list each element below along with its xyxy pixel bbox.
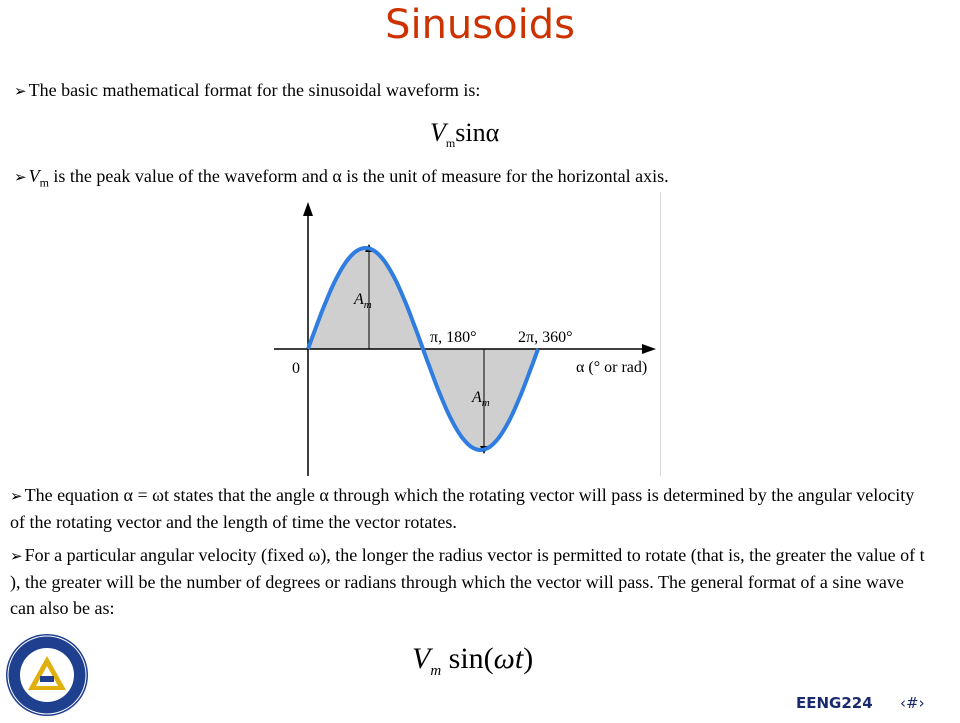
definition-v-sub: m bbox=[39, 175, 49, 190]
pi-label: π, 180° bbox=[430, 329, 477, 346]
bullet-icon: ➢ bbox=[14, 82, 27, 100]
formula-v-sub: m bbox=[445, 136, 456, 151]
horizontal-axis-arrow-icon bbox=[642, 344, 656, 354]
intro-text-row bbox=[14, 78, 480, 103]
bullet-icon: ➢ bbox=[10, 487, 23, 505]
formula-v: V bbox=[430, 118, 446, 147]
two-pi-label: 2π, 360° bbox=[518, 329, 573, 346]
formula-sin: sinα bbox=[455, 118, 500, 147]
definition-row bbox=[14, 164, 669, 195]
definition-text: is the peak value of the waveform and α is the unit of measure for the horizontal axis. bbox=[48, 166, 669, 186]
university-logo bbox=[4, 632, 90, 718]
sine-wave-figure bbox=[268, 192, 664, 480]
paragraph-velocity-text: For a particular angular velocity (fixed ω), the longer the radius vector is permitted to rotate (that is, the greater the value of t ), the greater will be the number of degrees or radians through which the vector will pass. The general format of a sine wave can also be as: bbox=[10, 545, 925, 618]
paragraph-velocity bbox=[10, 542, 930, 621]
formula-general bbox=[412, 642, 533, 680]
slide-title: Sinusoids bbox=[385, 2, 575, 48]
formula2-v-sub: m bbox=[430, 663, 442, 679]
definition-v: V bbox=[28, 166, 40, 186]
intro-text: The basic mathematical format for the sinusoidal waveform is: bbox=[28, 80, 481, 100]
paragraph-angle bbox=[10, 482, 930, 535]
formula2-sin: sin( bbox=[441, 642, 494, 675]
bullet-icon: ➢ bbox=[14, 168, 27, 186]
amplitude-label-bottom: $A_m$ bbox=[472, 389, 490, 409]
page-number: ‹#› bbox=[900, 694, 925, 712]
formula-peak bbox=[430, 118, 499, 151]
axis-label: α (° or rad) bbox=[576, 359, 648, 376]
paragraph-angle-text: The equation α = ωt states that the angle α through which the rotating vector will pass is determined by the angular velocity of the rotating vector and the length of time the vector rotates. bbox=[10, 485, 915, 532]
course-code: EENG224 bbox=[796, 694, 873, 712]
formula2-arg: ωt bbox=[493, 642, 524, 675]
university-seal-icon bbox=[4, 632, 90, 718]
sine-wave-svg bbox=[268, 192, 664, 480]
formula2-v: V bbox=[412, 642, 431, 675]
bullet-icon: ➢ bbox=[10, 547, 23, 565]
formula2-close: ) bbox=[523, 642, 534, 675]
vertical-axis-arrow-icon bbox=[303, 202, 313, 216]
amplitude-label-top: $A_m$ bbox=[354, 291, 372, 311]
origin-label: 0 bbox=[292, 360, 300, 377]
